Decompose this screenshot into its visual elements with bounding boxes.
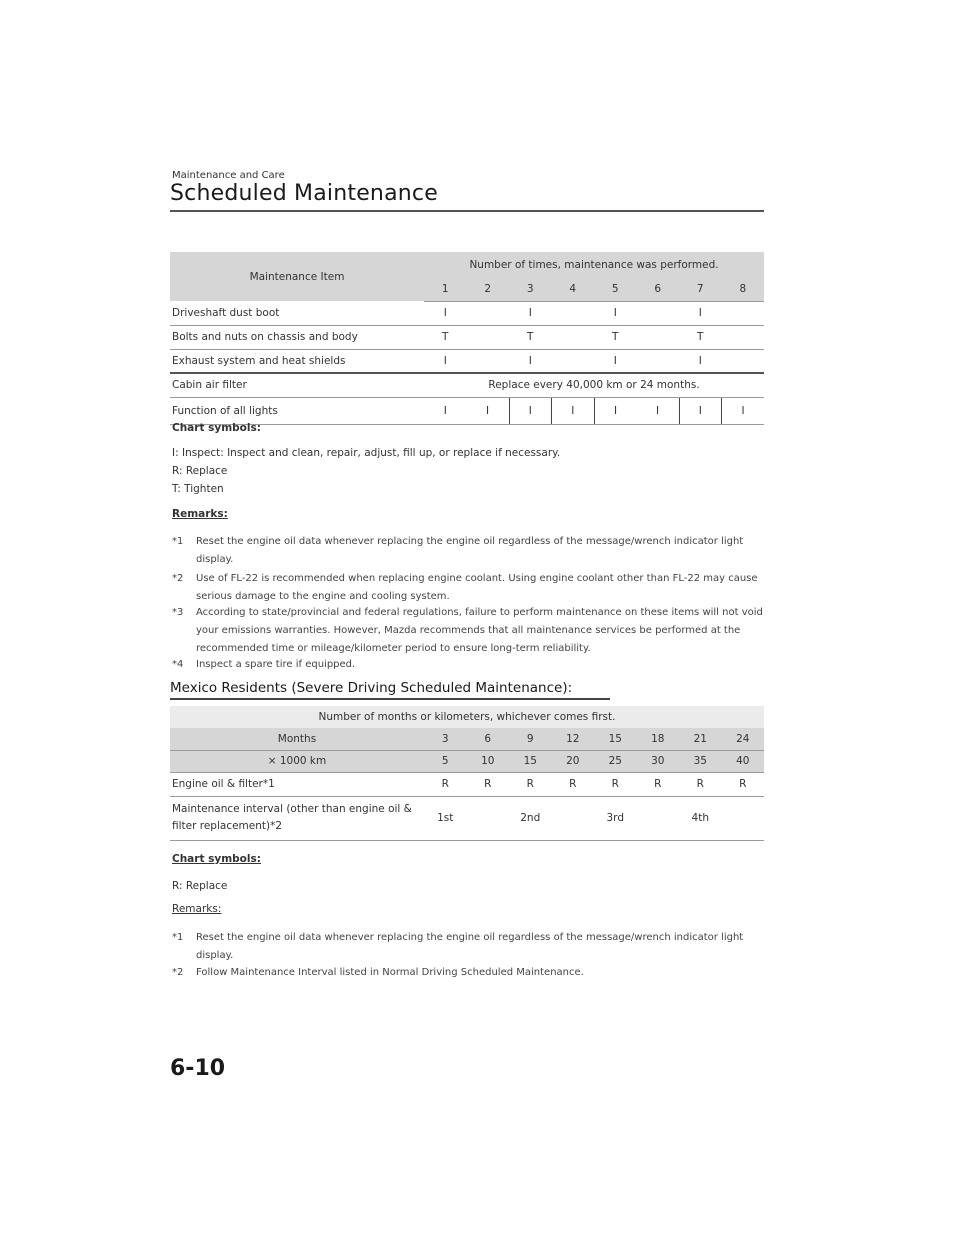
months-value: 18 xyxy=(637,728,680,750)
table-row xyxy=(170,301,764,325)
chart-symbols-heading: Chart symbols: xyxy=(172,422,261,434)
km-value: 20 xyxy=(552,750,595,772)
table-row xyxy=(170,772,764,796)
table-cell: I xyxy=(594,349,637,373)
table-cell: T xyxy=(594,325,637,349)
table-cell: R xyxy=(467,772,510,796)
legend-line: T: Tighten xyxy=(172,483,224,495)
months-value: 15 xyxy=(594,728,637,750)
remark-text: Inspect a spare tire if equipped. xyxy=(196,659,356,670)
table-cell: I xyxy=(509,301,552,325)
legend-line: R: Replace xyxy=(172,880,228,892)
item-name: Maintenance interval (other than engine oil & filter replacement)*2 xyxy=(170,796,424,840)
table-cell: R xyxy=(509,772,552,796)
column-number: 7 xyxy=(679,277,722,301)
column-number: 6 xyxy=(637,277,680,301)
table-cell xyxy=(722,349,765,373)
remark-marker: *4 xyxy=(172,659,184,670)
table-cell: R xyxy=(679,772,722,796)
remark-text: Use of FL-22 is recommended when replacing engine coolant. Using engine coolant other than FL-22 may cause serious damage to the engine and cooling system. xyxy=(196,573,758,602)
item-name: Engine oil & filter*1 xyxy=(170,772,424,796)
table-row xyxy=(170,325,764,349)
maintenance-table xyxy=(170,252,764,425)
km-value: 5 xyxy=(424,750,467,772)
km-label: × 1000 km xyxy=(170,750,424,772)
table-cell: T xyxy=(424,325,467,349)
table-cell: I xyxy=(594,301,637,325)
table-cell: I xyxy=(679,301,722,325)
remark-text: According to state/provincial and federal regulations, failure to perform maintenance on these items will not void your emissions warranties. However, Mazda recommends that all maintenance services be performed at the recommended time or mileage/kilometer period to ensure long-term reliability. xyxy=(196,607,763,654)
table-cell xyxy=(722,325,765,349)
table-cell xyxy=(467,796,510,840)
table-cell: R xyxy=(722,772,765,796)
mexico-heading: Mexico Residents (Severe Driving Scheduled Maintenance): xyxy=(170,680,573,696)
table-cell xyxy=(552,301,595,325)
months-value: 6 xyxy=(467,728,510,750)
remarks-heading: Remarks: xyxy=(172,508,228,520)
table-cell xyxy=(637,796,680,840)
table-cell: 1st xyxy=(424,796,467,840)
table-cell xyxy=(467,301,510,325)
table-row xyxy=(170,796,764,840)
table-cell: R xyxy=(594,772,637,796)
remark-marker: *1 xyxy=(172,536,184,547)
item-name: Exhaust system and heat shields xyxy=(170,349,424,373)
table-cell xyxy=(552,796,595,840)
months-value: 21 xyxy=(679,728,722,750)
table-cell xyxy=(467,349,510,373)
table-cell xyxy=(637,349,680,373)
table-cell: I xyxy=(637,397,680,424)
page-number: 6-10 xyxy=(170,1056,226,1081)
remark-text: Reset the engine oil data whenever replacing the engine oil regardless of the message/wrench indicator light display. xyxy=(196,932,744,961)
page-title: Scheduled Maintenance xyxy=(170,181,438,206)
table-cell xyxy=(637,301,680,325)
table-cell: I xyxy=(552,397,595,424)
table-cell: I xyxy=(424,349,467,373)
legend-line: R: Replace xyxy=(172,465,228,477)
table-cell: R xyxy=(424,772,467,796)
severe-maintenance-table xyxy=(170,706,764,841)
remark-marker: *2 xyxy=(172,573,184,584)
remark-marker: *3 xyxy=(172,607,184,618)
km-value: 40 xyxy=(722,750,765,772)
remark-text: Reset the engine oil data whenever replacing the engine oil regardless of the message/wrench indicator light display. xyxy=(196,536,744,565)
interval-header: Number of months or kilometers, whichever comes first. xyxy=(170,706,764,728)
table-cell: I xyxy=(722,397,765,424)
table-cell xyxy=(552,325,595,349)
km-value: 25 xyxy=(594,750,637,772)
item-name: Bolts and nuts on chassis and body xyxy=(170,325,424,349)
km-value: 10 xyxy=(467,750,510,772)
table-cell: T xyxy=(509,325,552,349)
table-cell: T xyxy=(679,325,722,349)
column-number: 3 xyxy=(509,277,552,301)
table-cell xyxy=(722,301,765,325)
column-number: 8 xyxy=(722,277,765,301)
table-cell xyxy=(467,325,510,349)
column-number: 5 xyxy=(594,277,637,301)
title-rule xyxy=(170,210,764,212)
table-cell: 2nd xyxy=(509,796,552,840)
table-cell: I xyxy=(424,397,467,424)
remark-marker: *2 xyxy=(172,967,184,978)
remark-marker: *1 xyxy=(172,932,184,943)
legend-line: I: Inspect: Inspect and clean, repair, adjust, fill up, or replace if necessary. xyxy=(172,447,561,459)
table-cell: I xyxy=(509,397,552,424)
item-name: Cabin air filter xyxy=(170,373,424,397)
km-value: 15 xyxy=(509,750,552,772)
table-cell: I xyxy=(679,397,722,424)
table-cell: 4th xyxy=(679,796,722,840)
table-cell: 3rd xyxy=(594,796,637,840)
mexico-heading-rule xyxy=(170,698,610,700)
count-column-header: Number of times, maintenance was performed. xyxy=(424,252,764,277)
months-value: 3 xyxy=(424,728,467,750)
remark-text: Follow Maintenance Interval listed in Normal Driving Scheduled Maintenance. xyxy=(196,967,584,978)
table-cell: R xyxy=(552,772,595,796)
table-row xyxy=(170,349,764,373)
table-cell: I xyxy=(467,397,510,424)
km-value: 30 xyxy=(637,750,680,772)
months-value: 9 xyxy=(509,728,552,750)
table-cell xyxy=(637,325,680,349)
remarks-heading: Remarks: xyxy=(172,903,222,915)
table-cell: I xyxy=(424,301,467,325)
table-cell: I xyxy=(594,397,637,424)
table-row xyxy=(170,397,764,424)
table-cell xyxy=(552,349,595,373)
table-cell: I xyxy=(509,349,552,373)
months-value: 12 xyxy=(552,728,595,750)
months-label: Months xyxy=(170,728,424,750)
item-column-header: Maintenance Item xyxy=(170,252,424,301)
section-label: Maintenance and Care xyxy=(172,170,285,181)
table-cell: I xyxy=(679,349,722,373)
table-row xyxy=(170,373,764,397)
item-name: Driveshaft dust boot xyxy=(170,301,424,325)
column-number: 4 xyxy=(552,277,595,301)
km-value: 35 xyxy=(679,750,722,772)
table-cell xyxy=(722,796,765,840)
table-cell: Replace every 40,000 km or 24 months. xyxy=(424,373,764,397)
chart-symbols-heading: Chart symbols: xyxy=(172,853,261,865)
column-number: 2 xyxy=(467,277,510,301)
months-value: 24 xyxy=(722,728,765,750)
item-name: Function of all lights xyxy=(170,397,424,424)
column-number: 1 xyxy=(424,277,467,301)
table-cell: R xyxy=(637,772,680,796)
